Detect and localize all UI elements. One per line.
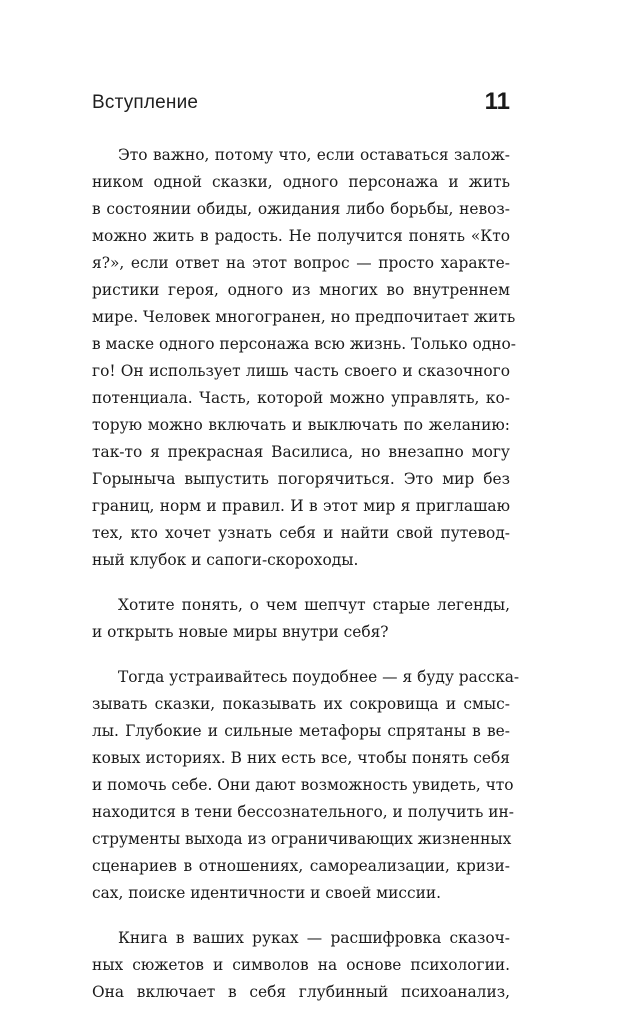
text-line: в состоянии обиды, ожидания либо борьбы, невоз- [92, 200, 510, 218]
text-line: ристики героя, одного из многих во внутреннем [92, 281, 510, 299]
text-line: мире. Человек многогранен, но предпочитает жить [92, 308, 516, 326]
text-line: тех, кто хочет узнать себя и найти свой путевод- [92, 524, 510, 542]
text-line: и помочь себе. Они дают возможность увидеть, что [92, 776, 514, 794]
text-line: Она включает в себя глубинный психоанализ, [92, 983, 510, 1001]
text-line: зывать сказки, показывать их сокровища и смыс- [92, 695, 510, 713]
text-line: ником одной сказки, одного персонажа и жить [92, 173, 510, 191]
paragraph [92, 142, 516, 574]
text-line: ковых историях. В них есть все, чтобы понять себя [92, 749, 510, 767]
text-line: я?», если ответ на этот вопрос — просто характе- [92, 254, 510, 272]
text-line: потенциала. Часть, которой можно управлять, ко- [92, 389, 510, 407]
running-header [92, 88, 510, 122]
body-text [92, 142, 520, 1024]
text-line: струменты выхода из ограничивающих жизненных [92, 830, 512, 848]
text-line: Тогда устраивайтесь поудобнее — я буду расска- [118, 668, 520, 686]
text-line: ных сюжетов и символов на основе психологии. [92, 956, 510, 974]
paragraph [92, 925, 510, 1006]
text-line: лы. Глубокие и сильные метафоры спрятаны в ве- [92, 722, 510, 740]
page-number: 11 [484, 88, 510, 115]
text-line: сценариев в отношениях, самореализации, кризи- [92, 857, 510, 875]
paragraph [92, 592, 510, 646]
text-line: Это важно, потому что, если оставаться залож- [118, 146, 510, 164]
text-line: го! Он использует лишь часть своего и сказочного [92, 362, 510, 380]
text-line: и открыть новые миры внутри себя? [92, 623, 389, 641]
text-line: Горыныча выпустить погорячиться. Это мир без [92, 470, 510, 488]
text-line: можно жить в радость. Не получится понять «Кто [92, 227, 510, 245]
text-line: в маске одного персонажа всю жизнь. Только одно- [92, 335, 516, 353]
text-line: сах, поиске идентичности и своей миссии. [92, 884, 441, 902]
text-line: Книга в ваших руках — расшифровка сказоч- [118, 929, 510, 947]
text-line: Хотите понять, о чем шепчут старые легенды, [118, 596, 510, 614]
paragraph [92, 664, 520, 907]
text-line: так-то я прекрасная Василиса, но внезапно могу [92, 443, 510, 461]
text-line: ный клубок и сапоги-скороходы. [92, 551, 359, 569]
text-line: торую можно включать и выключать по желанию: [92, 416, 510, 434]
text-line: границ, норм и правил. И в этот мир я приглашаю [92, 497, 510, 515]
section-title: Вступление [92, 92, 199, 113]
text-line: находится в тени бессознательного, и получить ин- [92, 803, 515, 821]
